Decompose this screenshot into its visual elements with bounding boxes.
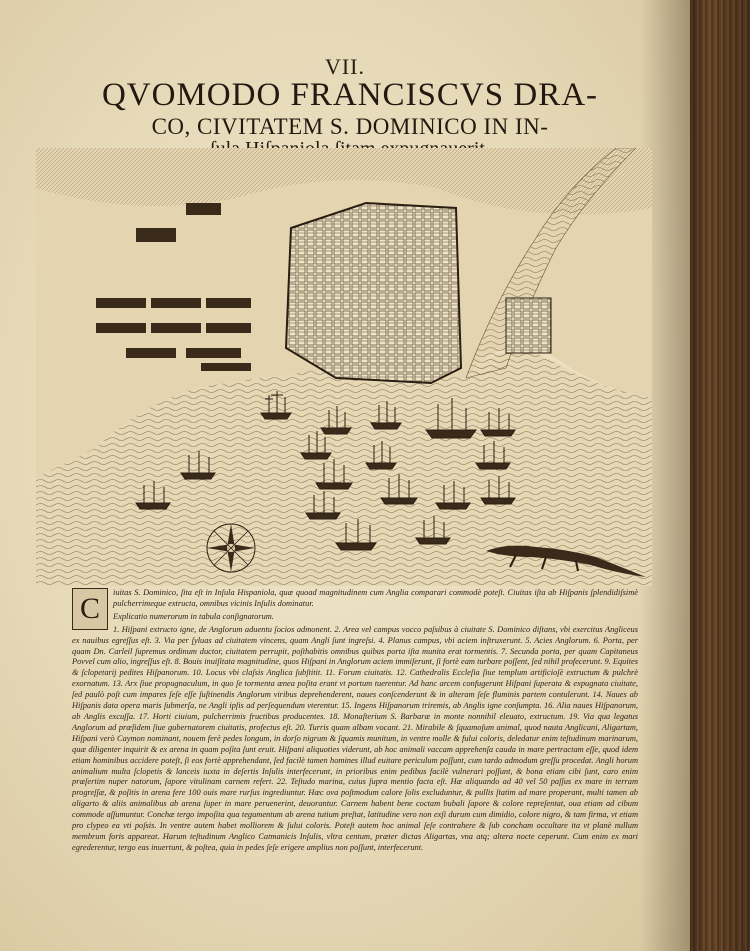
dropcap-letter: C — [79, 592, 100, 625]
title-line-1: QVOMODO FRANCISCVS DRA- — [101, 77, 599, 113]
map-illustration — [36, 148, 652, 586]
explanation-text — [72, 588, 638, 908]
plate-number: VII. — [324, 54, 366, 79]
compass-rose-icon — [207, 524, 255, 572]
engraved-map — [36, 148, 652, 586]
legend-list: 1. Hiſpani extructo igne, de Anglorum aduentu ſocios admonent. 2. Area vel campus vocco paſsibus à ciuitate S. Dominico diſtans, vbi exercitus Angliceus ex nauibus egreſſus eſt. 3. Via per ſyluas ad ciuitatem vincens, quam Angli ſunt ingreſsi. 4. Planus campus, vbi aciem inſtruxerunt. 5. Acies Anglorum. 6. Porta, per quam Dn. Carleil ſupremus ordinum ductor, ciuitatem perrupit, poſthabitis omnibus quibus porta iſta munita erat tormentis. 7. Secunda porta, per quam Capitaneus Povvel cum alio, ingreſſus eſt. 8. Bouis inuiſitata magnitudine, quos Hiſpani in Anglorum aciem immiſerunt, ſi fortè eam turbare poſſent, ſed nihil profecerunt. 9. Equites & ſclopetarij pedites Hiſpanorum. 10. Locus vbi claſsis Anglica ſubſtitit. 11. Forum ciuitatis. 12. Cathedralis Eccleſia ſiue templum artificioſè extructum & pulchrè exornatum. 13. Arx ſiue propugnaculum, in quo ſe tormenta ænea poſita erant vt portum tuerentur. Ad hanc arcem confugerunt Hiſpani ſuperata & expugnata ciuitate, ſed paulò poſt cum impares ſeſe eſſe ſuſtinendis Anglorum viribus deprehenderent, naues conſcenderunt & in alteram ſeſe fluminis partem contulerunt. 14. Naues ab Hiſpanis data opera maris ſubmerſa, ne Angli ipſis ad perſequendum vterentur. 15. Ingens Hiſpanorum triremis, ab Anglis igne conſumpta. 16. Alia naues Hiſpanorum, ab Anglis excuſſa. 17. Horti ciuium, pulcherrimis fructibus producentes. 18. Monaſterium S. Barbaræ in monte nonnihil eleuato, extructum. 19. Via qua legatus Anglorum ad præſidem ſiue gubernatorem ciuitatis, profectus eſt. 20. Turris quam albam vocant. 21. Mirabile & ſquamoſum animal, quod nauta Anglicani, Aligartam, Hiſpani verò Caymon nominant, nouem ferè pedes longum, in dorſo nigrum & ſquamis munitum, in ventre molle & fului coloris, deledatur enim teſtudinum marinarum, quæ diligenter inquirit & ex arena in quam poſita ſunt eruit. Hiſpani aliquoties viderunt, ab hoc animali vaccam apprehenſa cauda in mare pertractam eſſe, quod idem etiam hominibus accidere poteſt, ſi eos fortè apprehendant, ſed facilè tamen homines illud euitare periculum poſſunt, cum tardo admodum greſſu procedat. Angli horum animalium multa ſclopetis & lanceis iuxta in deſertis Inſulis interfecerunt, in prioribus enim pedibus facilè vulnerari poſſunt, & bona etiam cibi ſunt, caro enim præſertim nuper natorum, ſapore vitulinam carnem refert. 22. Teſtudo marina, cuius ſupra mentio facta eſt. Hæ aliquando ad 40 vel 50 paſſus ex mare in terram progreſſæ, & poſitis in arena fere 100 ouis mare rurſus ingrediuntur. Hæc ova poſtmodum calore ſolis excluduntur, & pullis ſtatim ad mare properant, multi tamen ab aligarto & aliis animalibus ab arena ſuper in mare peruenerint, deuorantur. Carnem habent bene coctam bubali ſapore & colore repreſentat, oua etiam ad cibum commode aſſumuntur. Conchæ tergo impoſita qua tegumentum ab arena tutium preſtat, latitudine vero non exſi durum cum dimidio, colore nigro, & tam firma, vt etiam pro clypeo ea vti poſsis. In ventre autem habet molliorem & ſului coloris. Poteſt autem hoc animal ſeſe contrahere & ſub concham occultare ita vt planè nullum membrum foris appareat. Harum teſtudinum Anglico Catmanicis Inſulis, vltra centum, præter dictas Aligartas, vna atq; altera nocte ceperunt. Cum enim ex mari egrederentur, tergo eas inuertunt, & poſtea, quia in pedes ſeſe erigere amplius non poſſunt, interfecerunt. — [72, 624, 638, 852]
title-line-2: CO, CIVITATEM S. DOMINICO IN IN- — [151, 113, 549, 139]
gardens — [506, 298, 551, 353]
decorative-initial — [72, 588, 108, 630]
city-walls — [286, 203, 461, 383]
intro-paragraph: iuitas S. Dominico, ſita eſt in Inſula Hispaniola, quæ quoad magnitudinem cum Anglia comparari commodè poteſt. Ciuitas iſta ab Hiſpanis ſplendidiſsimè pulcherrimeque extructa, omnibus vicinis Inſulis dominatur. — [113, 588, 638, 608]
legend-heading: Explicatio numerorum in tabula conſignatorum. — [113, 611, 274, 621]
book-page-edges — [690, 0, 750, 951]
